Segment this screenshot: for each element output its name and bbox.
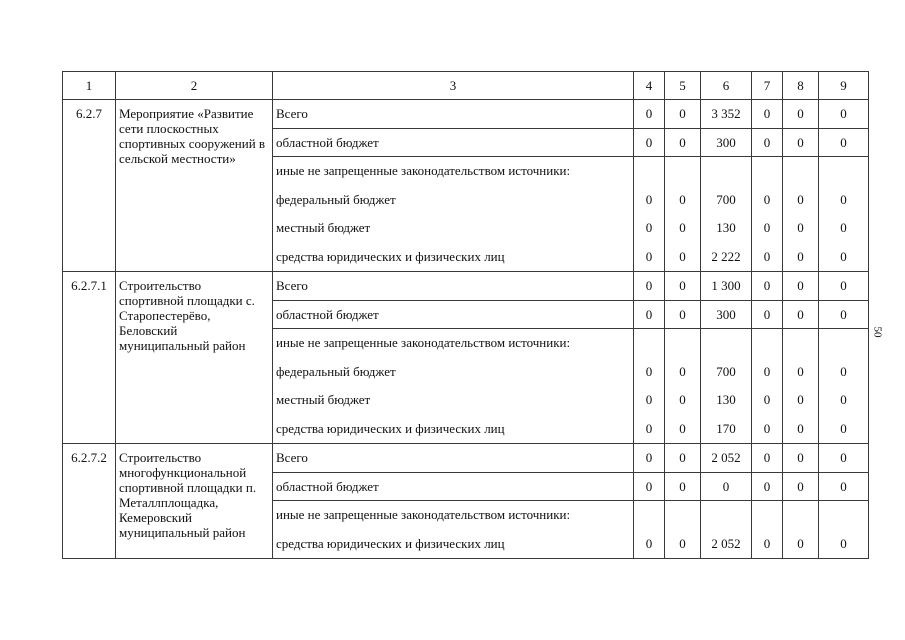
- value-cell: 0: [763, 248, 771, 264]
- item-title: Строительство спортивной площадки с. Старопестерёво, Беловский муниципальный район: [116, 272, 273, 444]
- value-cell: 0: [645, 535, 653, 551]
- header-cell: 5: [665, 72, 701, 100]
- other-sources-cell: [273, 501, 634, 559]
- value-cell: 130: [716, 220, 736, 235]
- value-cell: 0: [679, 248, 686, 264]
- header-cell: 1: [63, 72, 116, 100]
- value-cell: 1 300: [701, 272, 752, 301]
- value-cell: 0: [645, 363, 653, 379]
- source-label: средства юридических и физических лиц: [276, 420, 505, 436]
- value-cell: 0: [752, 300, 783, 329]
- value-cell: 0: [840, 535, 847, 551]
- header-cell: 3: [273, 72, 634, 100]
- blank-line: [752, 157, 782, 186]
- header-cell: 7: [752, 72, 783, 100]
- value-cell: 0: [752, 472, 783, 501]
- value-stack-cell: [783, 157, 819, 272]
- source-label: Всего: [273, 272, 634, 301]
- value-cell: 2 222: [711, 248, 741, 264]
- value-cell: 0: [634, 272, 665, 301]
- value-cell: 0: [665, 472, 701, 501]
- value-cell: 130: [716, 392, 736, 407]
- value-stack-cell: [783, 329, 819, 444]
- value-stack-cell: [819, 157, 869, 272]
- value-cell: 0: [840, 220, 847, 235]
- value-cell: 0: [819, 100, 869, 129]
- blank-line: [783, 329, 818, 358]
- value-stack-cell: [752, 157, 783, 272]
- table-row: [63, 100, 869, 129]
- value-cell: 0: [645, 220, 653, 235]
- value-cell: 0: [752, 272, 783, 301]
- value-cell: 0: [783, 100, 819, 129]
- value-cell: 0: [634, 128, 665, 157]
- value-cell: 0: [679, 535, 686, 551]
- value-cell: 0: [679, 420, 686, 436]
- value-cell: 0: [819, 472, 869, 501]
- blank-line: [752, 329, 782, 358]
- value-cell: 0: [783, 300, 819, 329]
- value-stack-cell: [819, 501, 869, 559]
- value-stack-cell: [701, 157, 752, 272]
- source-label: областной бюджет: [273, 472, 634, 501]
- other-sources-cell: [273, 329, 634, 444]
- header-row: [63, 72, 869, 100]
- blank-line: [783, 157, 818, 186]
- value-cell: 0: [763, 392, 771, 407]
- value-cell: 0: [634, 300, 665, 329]
- blank-line: [634, 501, 664, 530]
- table-row: [63, 272, 869, 301]
- source-label: федеральный бюджет: [276, 191, 396, 207]
- value-cell: 0: [763, 363, 771, 379]
- value-cell: 0: [763, 191, 771, 207]
- blank-line: [783, 501, 818, 530]
- value-cell: 0: [634, 472, 665, 501]
- value-cell: 0: [665, 444, 701, 473]
- header-cell: 9: [819, 72, 869, 100]
- value-cell: 0: [752, 100, 783, 129]
- source-label: местный бюджет: [276, 392, 371, 407]
- value-cell: 0: [783, 472, 819, 501]
- value-stack-cell: [634, 501, 665, 559]
- value-stack-cell: [634, 157, 665, 272]
- value-cell: 300: [701, 300, 752, 329]
- value-stack-cell: [665, 329, 701, 444]
- value-cell: 0: [840, 420, 847, 436]
- source-label: средства юридических и физических лиц: [276, 535, 505, 551]
- blank-line: [701, 501, 751, 530]
- value-stack-cell: [665, 501, 701, 559]
- blank-line: [665, 329, 700, 358]
- value-cell: 0: [679, 363, 686, 379]
- blank-line: [819, 501, 868, 530]
- value-cell: 0: [665, 272, 701, 301]
- value-cell: 0: [819, 444, 869, 473]
- source-label: областной бюджет: [273, 300, 634, 329]
- value-cell: 0: [679, 392, 686, 407]
- value-cell: 300: [701, 128, 752, 157]
- table-row: [63, 444, 869, 473]
- value-cell: 700: [716, 363, 736, 379]
- item-title: Строительство многофункциональной спортивной площадки п. Металлплощадка, Кемеровский муниципальный район: [116, 444, 273, 559]
- value-cell: 0: [840, 248, 847, 264]
- blank-line: [634, 157, 664, 186]
- value-cell: 0: [797, 220, 804, 235]
- value-cell: 0: [645, 420, 653, 436]
- item-code: 6.2.7: [63, 100, 116, 272]
- value-cell: 0: [645, 191, 653, 207]
- value-stack-cell: [701, 501, 752, 559]
- header-cell: 6: [701, 72, 752, 100]
- value-cell: 0: [763, 220, 771, 235]
- value-cell: 0: [665, 100, 701, 129]
- value-cell: 0: [645, 392, 653, 407]
- value-cell: 700: [716, 191, 736, 207]
- value-cell: 0: [763, 535, 771, 551]
- value-stack-cell: [783, 501, 819, 559]
- source-label: местный бюджет: [276, 220, 371, 235]
- value-cell: 0: [819, 300, 869, 329]
- value-cell: 0: [752, 128, 783, 157]
- value-cell: 2 052: [701, 444, 752, 473]
- value-cell: 0: [679, 191, 686, 207]
- value-cell: 0: [634, 444, 665, 473]
- value-cell: 0: [783, 128, 819, 157]
- page-number: 50: [871, 326, 884, 338]
- other-sources-label: иные не запрещенные законодательством источники:: [276, 335, 571, 350]
- item-code: 6.2.7.2: [63, 444, 116, 559]
- value-cell: 0: [797, 535, 804, 551]
- value-cell: 0: [665, 300, 701, 329]
- source-label: областной бюджет: [273, 128, 634, 157]
- budget-table: [62, 71, 869, 559]
- value-cell: 0: [797, 392, 804, 407]
- source-label: федеральный бюджет: [276, 363, 396, 379]
- value-cell: 0: [701, 472, 752, 501]
- value-cell: 0: [797, 191, 804, 207]
- header-cell: 2: [116, 72, 273, 100]
- other-sources-cell: [273, 157, 634, 272]
- blank-line: [701, 157, 751, 186]
- value-cell: 0: [783, 272, 819, 301]
- value-stack-cell: [752, 329, 783, 444]
- blank-line: [819, 329, 868, 358]
- item-code: 6.2.7.1: [63, 272, 116, 444]
- value-cell: 0: [797, 248, 804, 264]
- value-cell: 0: [783, 444, 819, 473]
- value-cell: 2 052: [711, 535, 741, 551]
- value-stack-cell: [701, 329, 752, 444]
- value-cell: 0: [634, 100, 665, 129]
- value-cell: 0: [797, 363, 804, 379]
- item-title: Мероприятие «Развитие сети плоскостных спортивных сооружений в сельской местности»: [116, 100, 273, 272]
- value-cell: 0: [840, 392, 847, 407]
- blank-line: [752, 501, 782, 530]
- value-cell: 0: [763, 420, 771, 436]
- value-cell: 0: [797, 420, 804, 436]
- blank-line: [819, 157, 868, 186]
- value-cell: 0: [840, 363, 847, 379]
- other-sources-label: иные не запрещенные законодательством источники:: [276, 163, 571, 178]
- blank-line: [634, 329, 664, 358]
- blank-line: [665, 157, 700, 186]
- value-cell: 3 352: [701, 100, 752, 129]
- blank-line: [665, 501, 700, 530]
- value-stack-cell: [752, 501, 783, 559]
- value-cell: 170: [716, 420, 736, 436]
- value-cell: 0: [840, 191, 847, 207]
- blank-line: [701, 329, 751, 358]
- source-label: Всего: [273, 100, 634, 129]
- value-cell: 0: [752, 444, 783, 473]
- value-cell: 0: [645, 248, 653, 264]
- source-label: Всего: [273, 444, 634, 473]
- value-cell: 0: [665, 128, 701, 157]
- value-cell: 0: [819, 128, 869, 157]
- source-label: средства юридических и физических лиц: [276, 248, 505, 264]
- header-cell: 4: [634, 72, 665, 100]
- value-stack-cell: [665, 157, 701, 272]
- value-cell: 0: [679, 220, 686, 235]
- value-cell: 0: [819, 272, 869, 301]
- other-sources-label: иные не запрещенные законодательством источники:: [276, 507, 571, 522]
- header-cell: 8: [783, 72, 819, 100]
- value-stack-cell: [819, 329, 869, 444]
- value-stack-cell: [634, 329, 665, 444]
